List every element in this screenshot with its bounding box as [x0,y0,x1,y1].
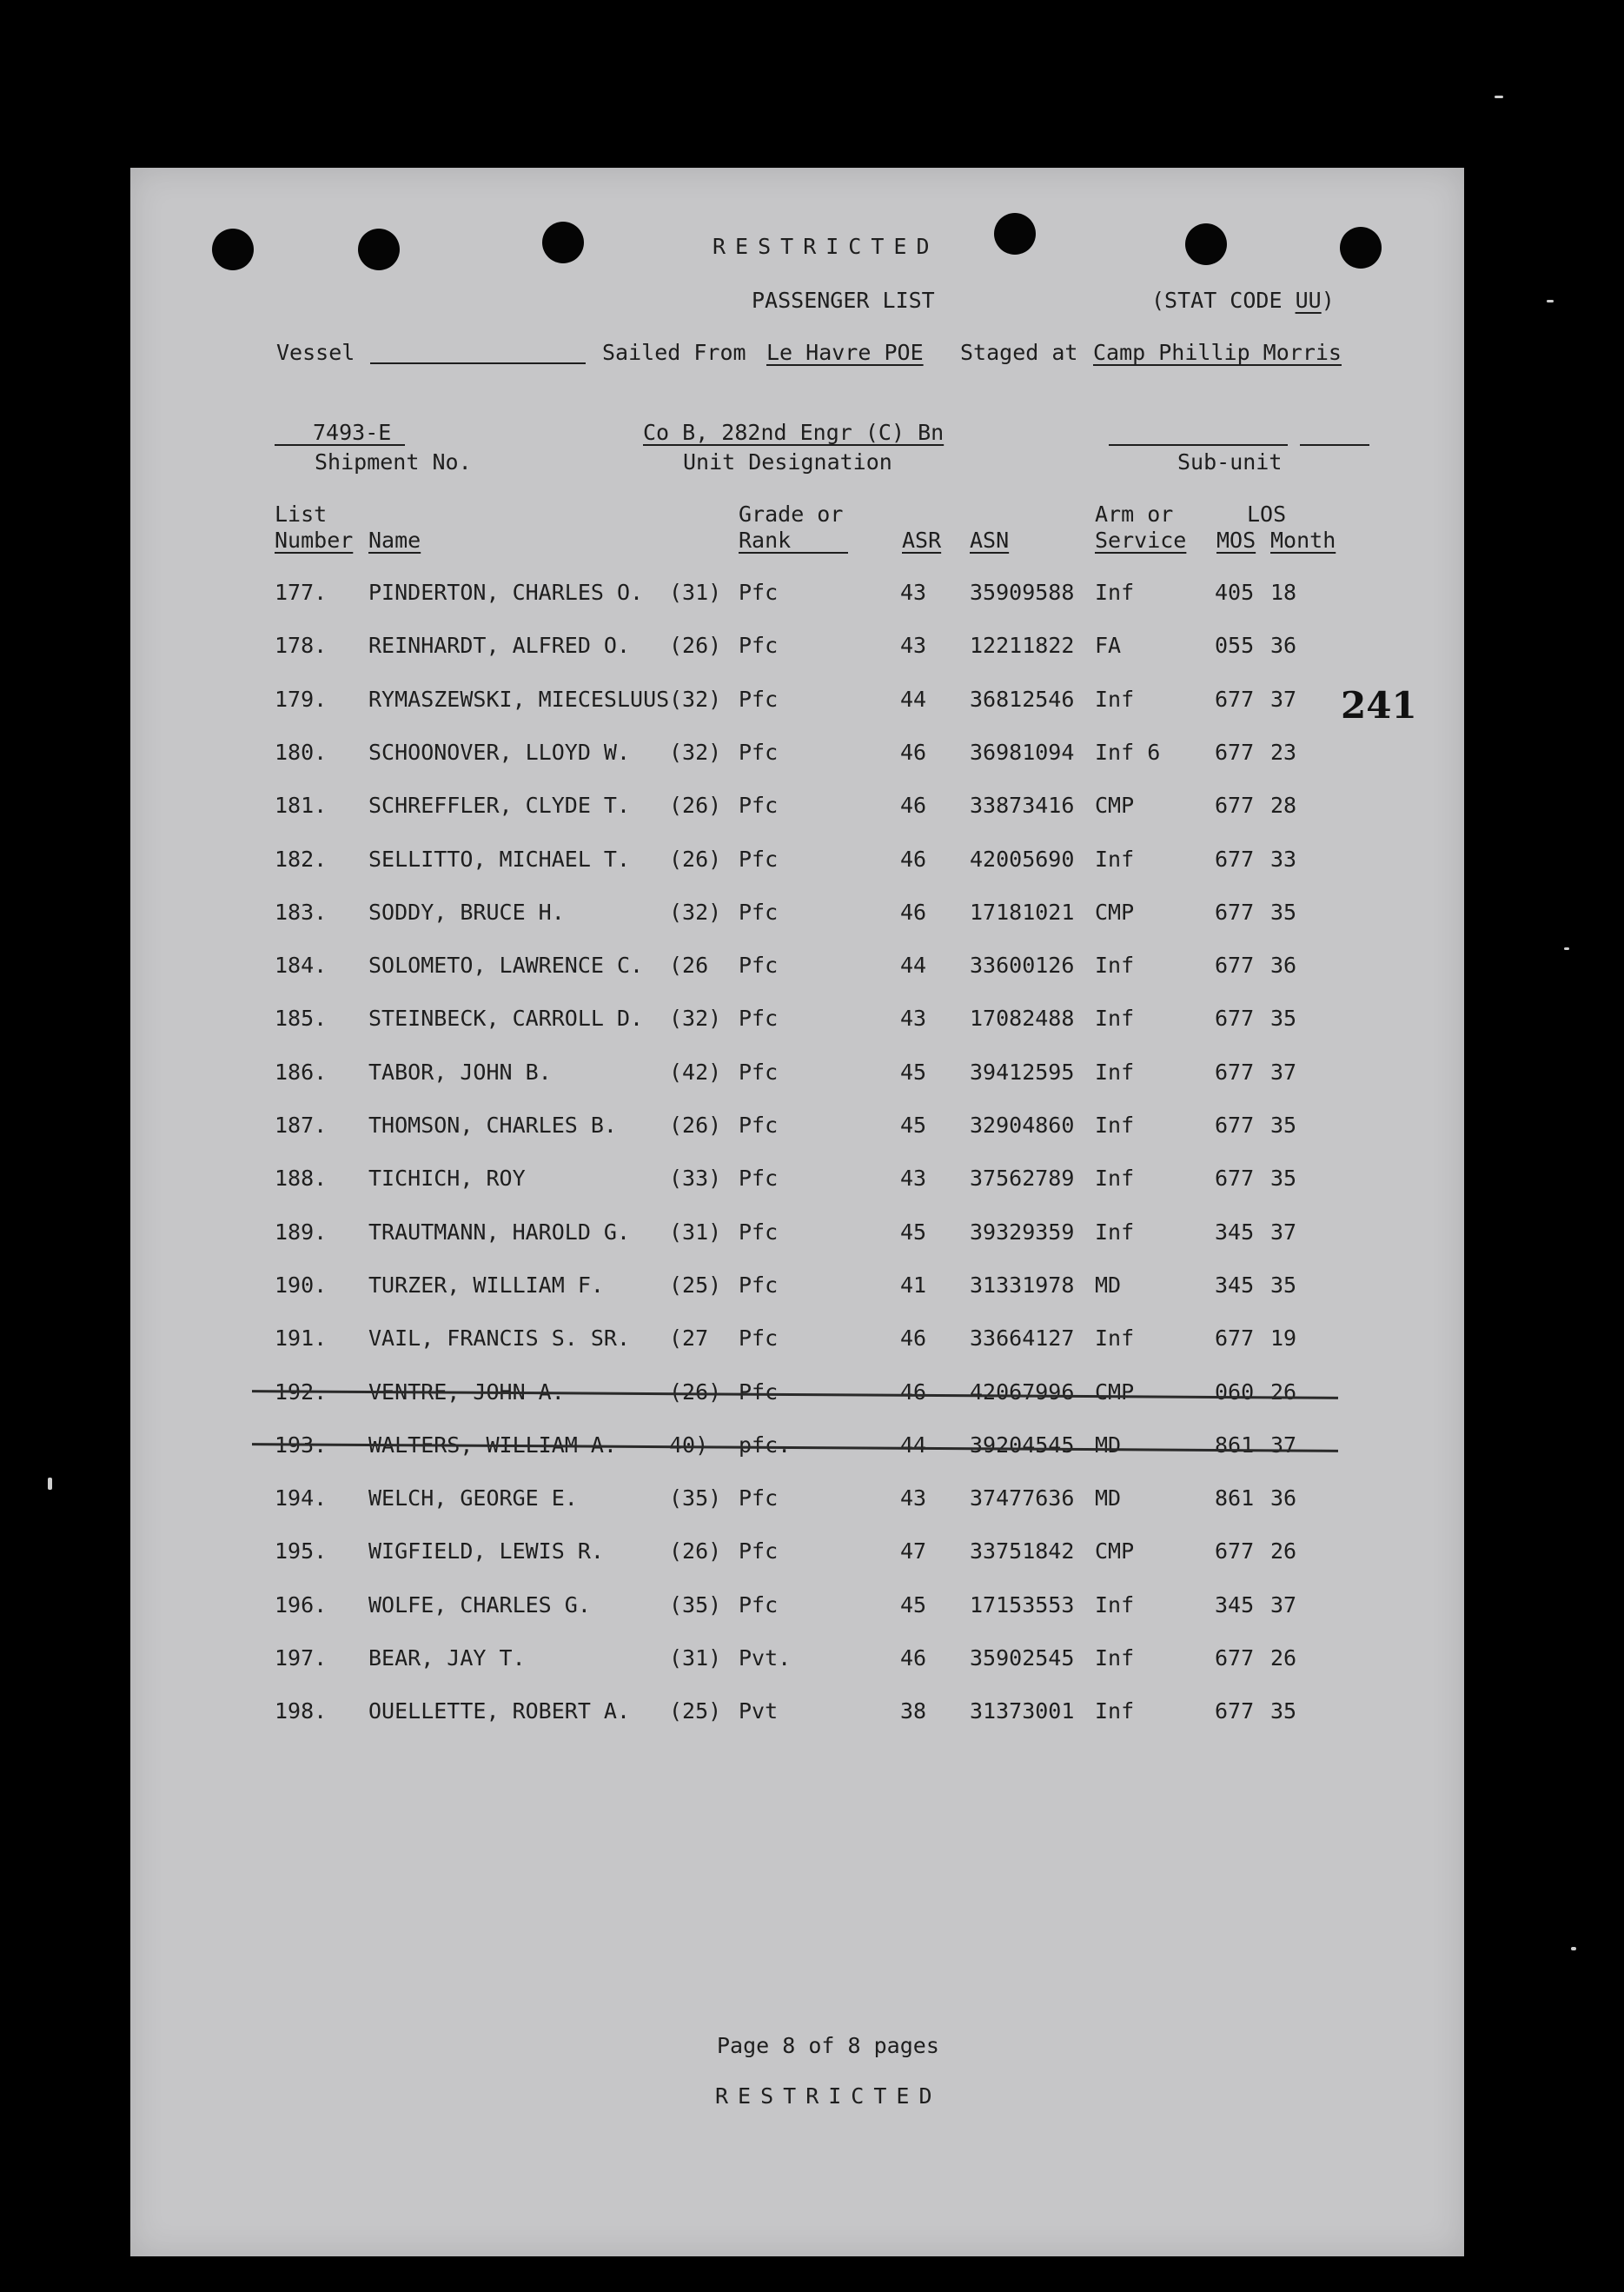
row-asr: 46 [900,1645,927,1671]
row-los: 26 [1270,1538,1297,1565]
row-mos: 677 [1215,846,1255,872]
row-arm: Inf [1095,1325,1135,1352]
row-age: (26) [669,633,722,659]
row-asr: 43 [900,580,927,605]
row-asn: 12211822 [970,633,1075,659]
table-row [130,1221,1464,1258]
row-mos: 060 [1215,1379,1255,1405]
row-name: TURZER, WILLIAM F. [368,1272,604,1298]
row-name: TABOR, JOHN B. [368,1059,552,1085]
row-name: REINHARDT, ALFRED O. [368,633,631,659]
row-mos: 345 [1215,1272,1255,1298]
unit-designation-label: Unit Designation [683,449,892,475]
row-mos: 677 [1215,1538,1255,1565]
row-list-number: 178. [275,633,328,659]
row-arm: MD [1095,1272,1122,1298]
row-age: (26) [669,1113,722,1138]
row-list-number: 193. [275,1432,328,1458]
col-asn: ASN [970,528,1010,553]
table-row [130,901,1464,938]
col-name: Name [368,528,421,553]
row-arm: Inf [1095,1698,1135,1724]
row-list-number: 184. [275,953,328,979]
row-los: 37 [1270,1219,1297,1245]
row-list-number: 194. [275,1485,328,1511]
row-asn: 33664127 [970,1325,1075,1352]
row-asr: 43 [900,1166,927,1192]
row-rank: Pfc [739,1219,779,1245]
row-age: (25) [669,1272,722,1298]
row-los: 35 [1270,1006,1297,1032]
row-list-number: 196. [275,1591,328,1618]
row-mos: 055 [1215,633,1255,659]
row-age: (26 [669,953,709,979]
table-row [130,1487,1464,1524]
row-mos: 861 [1215,1485,1255,1511]
row-age: (26) [669,1379,722,1405]
row-asn: 31373001 [970,1698,1075,1724]
row-age: (35) [669,1485,722,1511]
row-asr: 44 [900,1432,927,1458]
row-list-number: 189. [275,1219,328,1245]
row-asr: 46 [900,739,927,765]
table-row [130,1381,1464,1418]
row-asr: 46 [900,1325,927,1352]
row-list-number: 185. [275,1006,328,1032]
row-name: STEINBECK, CARROLL D. [368,1006,644,1032]
col-arm-1: Arm or [1095,502,1174,527]
row-asr: 45 [900,1591,927,1618]
classification-bottom: RESTRICTED [715,2083,942,2109]
row-los: 18 [1270,580,1297,605]
table-row [130,1327,1464,1364]
row-los: 36 [1270,953,1297,979]
row-asn: 39412595 [970,1059,1075,1085]
row-mos: 405 [1215,580,1255,605]
scan-speck [1564,947,1569,950]
row-asr: 47 [900,1538,927,1565]
row-mos: 677 [1215,793,1255,819]
col-asr: ASR [902,528,942,553]
scan-speck [1495,96,1503,98]
binder-hole [358,229,400,270]
row-mos: 677 [1215,686,1255,712]
row-list-number: 192. [275,1379,328,1405]
row-arm: Inf [1095,1219,1135,1245]
row-mos: 677 [1215,1698,1255,1724]
row-los: 19 [1270,1325,1297,1352]
row-mos: 677 [1215,1645,1255,1671]
row-age: (32) [669,1006,722,1032]
row-list-number: 191. [275,1325,328,1352]
row-los: 37 [1270,686,1297,712]
row-los: 26 [1270,1379,1297,1405]
row-arm: Inf [1095,1113,1135,1138]
row-list-number: 195. [275,1538,328,1565]
row-asr: 45 [900,1059,927,1085]
row-name: SCHOONOVER, LLOYD W. [368,739,631,765]
row-name: WIGFIELD, LEWIS R. [368,1538,604,1565]
row-asn: 17153553 [970,1591,1075,1618]
row-asn: 17082488 [970,1006,1075,1032]
row-rank: Pfc [739,633,779,659]
staged-at-label: Staged at [960,340,1078,365]
row-asn: 42067996 [970,1379,1075,1405]
row-rank: Pfc [739,1325,779,1352]
row-age: (27 [669,1325,709,1352]
row-asn: 33600126 [970,953,1075,979]
row-age: (26) [669,793,722,819]
row-asr: 46 [900,793,927,819]
row-asr: 44 [900,953,927,979]
row-mos: 345 [1215,1591,1255,1618]
row-mos: 861 [1215,1432,1255,1458]
row-rank: pfc. [739,1432,792,1458]
sub-unit-line-2 [1300,444,1369,446]
row-asr: 45 [900,1219,927,1245]
stat-code-prefix: (STAT CODE [1151,288,1296,313]
table-row [130,684,1464,727]
row-list-number: 177. [275,580,328,605]
row-asr: 44 [900,686,927,712]
document-title: PASSENGER LIST [752,288,935,313]
row-arm: Inf [1095,953,1135,979]
row-asr: 43 [900,1485,927,1511]
col-grade-2: Rank [739,528,792,553]
row-age: (32) [669,739,722,765]
vessel-label: Vessel [276,340,355,365]
row-asn: 39329359 [970,1219,1075,1245]
binder-hole [1340,227,1382,269]
row-los: 35 [1270,1698,1297,1724]
table-row [130,794,1464,831]
row-mos: 677 [1215,1113,1255,1138]
row-los: 37 [1270,1059,1297,1085]
table-row [130,741,1464,778]
row-rank: Pvt. [739,1645,792,1671]
row-asn: 36812546 [970,686,1075,712]
row-los: 28 [1270,793,1297,819]
row-name: SCHREFFLER, CLYDE T. [368,793,631,819]
row-rank: Pfc [739,1006,779,1032]
row-list-number: 186. [275,1059,328,1085]
row-age: (35) [669,1591,722,1618]
row-asr: 43 [900,1006,927,1032]
row-list-number: 197. [275,1645,328,1671]
row-rank: Pfc [739,1538,779,1565]
col-los-1: LOS [1247,502,1287,527]
row-rank: Pfc [739,846,779,872]
table-row [130,581,1464,618]
row-asr: 38 [900,1698,927,1724]
row-name: OUELLETTE, ROBERT A. [368,1698,631,1724]
row-arm: MD [1095,1432,1122,1458]
row-asn: 35902545 [970,1645,1075,1671]
row-name: SODDY, BRUCE H. [368,899,565,925]
row-asn: 17181021 [970,899,1075,925]
row-name: RYMASZEWSKI, MIECESLUUS [368,686,670,712]
row-los: 23 [1270,739,1297,765]
table-row [130,1167,1464,1204]
page-number-stamp: 241 [1341,684,1417,727]
row-arm: CMP [1095,1538,1135,1565]
row-name: WALTERS, WILLIAM A. [368,1432,617,1458]
table-row [130,1540,1464,1577]
row-asn: 33873416 [970,793,1075,819]
row-asr: 46 [900,899,927,925]
binder-hole [542,222,584,263]
col-list-number-1: List [275,502,328,527]
row-name: VENTRE, JOHN A. [368,1379,565,1405]
scan-speck [1571,1947,1576,1950]
row-name: SOLOMETO, LAWRENCE C. [368,953,644,979]
row-los: 35 [1270,1166,1297,1192]
row-rank: Pfc [739,1059,779,1085]
row-asn: 31331978 [970,1272,1075,1298]
col-los-2: Month [1270,528,1336,553]
vessel-blank [370,362,586,364]
row-name: WELCH, GEORGE E. [368,1485,578,1511]
col-arm-2: Service [1095,528,1187,553]
sailed-from-value: Le Havre POE [766,340,924,365]
row-age: (31) [669,580,722,605]
row-los: 36 [1270,633,1297,659]
row-list-number: 181. [275,793,328,819]
row-name: THOMSON, CHARLES B. [368,1113,617,1138]
row-los: 37 [1270,1432,1297,1458]
row-rank: Pfc [739,1113,779,1138]
row-list-number: 188. [275,1166,328,1192]
row-asr: 41 [900,1272,927,1298]
row-rank: Pfc [739,1591,779,1618]
shipment-no-label: Shipment No. [315,449,472,475]
row-list-number: 180. [275,739,328,765]
row-mos: 677 [1215,1325,1255,1352]
row-name: PINDERTON, CHARLES O. [368,580,644,605]
table-row [130,1591,1464,1631]
col-grade-1: Grade or [739,502,844,527]
unit-designation-value: Co B, 282nd Engr (C) Bn [643,420,945,445]
staged-at-value: Camp Phillip Morris [1093,340,1342,365]
row-arm: Inf [1095,1006,1135,1032]
stat-code-suffix: ) [1321,288,1335,313]
row-rank: Pfc [739,1379,779,1405]
row-los: 37 [1270,1591,1297,1618]
row-mos: 677 [1215,1166,1255,1192]
row-rank: Pfc [739,953,779,979]
table-row [130,1700,1464,1737]
row-arm: Inf [1095,1645,1135,1671]
table-row [130,1647,1464,1684]
row-arm: Inf [1095,686,1135,712]
row-age: (33) [669,1166,722,1192]
sub-unit-label: Sub-unit [1177,449,1283,475]
row-age: 40) [669,1432,709,1458]
table-row [130,1007,1464,1044]
row-name: BEAR, JAY T. [368,1645,526,1671]
row-rank: Pfc [739,793,779,819]
row-asn: 32904860 [970,1113,1075,1138]
col-grade-underline [739,552,848,554]
row-asn: 37477636 [970,1485,1075,1511]
scan-speck [48,1478,52,1490]
row-age: (42) [669,1059,722,1085]
stat-code [1151,289,1335,311]
row-name: SELLITTO, MICHAEL T. [368,846,631,872]
row-asr: 45 [900,1113,927,1138]
row-mos: 677 [1215,1006,1255,1032]
row-list-number: 183. [275,899,328,925]
row-los: 35 [1270,899,1297,925]
shipment-no-value: 7493-E [313,420,392,445]
row-asn: 35909588 [970,580,1075,605]
shipment-no-line [275,444,405,446]
row-list-number: 198. [275,1698,328,1724]
row-arm: Inf [1095,1059,1135,1085]
row-age: (31) [669,1219,722,1245]
row-rank: Pfc [739,1272,779,1298]
binder-hole [1185,223,1227,265]
stat-code-value: UU [1295,288,1322,313]
row-name: TRAUTMANN, HAROLD G. [368,1219,631,1245]
binder-hole [212,229,254,270]
row-asn: 42005690 [970,846,1075,872]
row-rank: Pfc [739,580,779,605]
table-row [130,1434,1464,1471]
row-los: 26 [1270,1645,1297,1671]
row-asn: 39204545 [970,1432,1075,1458]
table-row [130,1061,1464,1098]
row-arm: Inf [1095,1591,1135,1618]
sailed-from-label: Sailed From [602,340,746,365]
table-row [130,848,1464,885]
row-list-number: 187. [275,1113,328,1138]
row-arm: FA [1095,633,1122,659]
row-age: (25) [669,1698,722,1724]
row-mos: 677 [1215,739,1255,765]
scan-speck [1547,300,1554,302]
binder-hole [994,213,1036,255]
row-arm: Inf 6 [1095,739,1161,765]
row-arm: CMP [1095,1379,1135,1405]
row-los: 33 [1270,846,1297,872]
table-row [130,1274,1464,1311]
table-row [130,634,1464,671]
passenger-list-page [130,168,1464,2256]
row-mos: 677 [1215,1059,1255,1085]
row-los: 35 [1270,1113,1297,1138]
row-arm: Inf [1095,1166,1135,1192]
classification-top: RESTRICTED [713,234,939,259]
row-asr: 46 [900,846,927,872]
row-age: (26) [669,846,722,872]
row-rank: Pvt [739,1698,779,1724]
row-name: VAIL, FRANCIS S. SR. [368,1325,631,1352]
row-mos: 677 [1215,899,1255,925]
row-list-number: 190. [275,1272,328,1298]
row-asr: 43 [900,633,927,659]
row-mos: 677 [1215,953,1255,979]
row-los: 36 [1270,1485,1297,1511]
row-name: TICHICH, ROY [368,1166,526,1192]
col-mos: MOS [1216,528,1256,553]
row-asn: 36981094 [970,739,1075,765]
row-list-number: 182. [275,846,328,872]
table-row [130,1114,1464,1151]
row-arm: Inf [1095,846,1135,872]
footer-page-count: Page 8 of 8 pages [717,2033,939,2058]
row-rank: Pfc [739,686,779,712]
row-arm: CMP [1095,899,1135,925]
sub-unit-line-1 [1109,444,1288,446]
row-asn: 33751842 [970,1538,1075,1565]
row-rank: Pfc [739,899,779,925]
row-name: WOLFE, CHARLES G. [368,1591,591,1618]
row-rank: Pfc [739,1166,779,1192]
row-arm: Inf [1095,580,1135,605]
row-age: (32) [669,899,722,925]
row-age: (31) [669,1645,722,1671]
row-age: (32) [669,686,722,712]
row-arm: MD [1095,1485,1122,1511]
row-arm: CMP [1095,793,1135,819]
row-age: (26) [669,1538,722,1565]
row-rank: Pfc [739,739,779,765]
row-mos: 345 [1215,1219,1255,1245]
row-los: 35 [1270,1272,1297,1298]
table-row [130,954,1464,991]
row-asn: 37562789 [970,1166,1075,1192]
col-list-number-2: Number [275,528,354,553]
row-list-number: 179. [275,686,328,712]
row-asr: 46 [900,1379,927,1405]
row-rank: Pfc [739,1485,779,1511]
